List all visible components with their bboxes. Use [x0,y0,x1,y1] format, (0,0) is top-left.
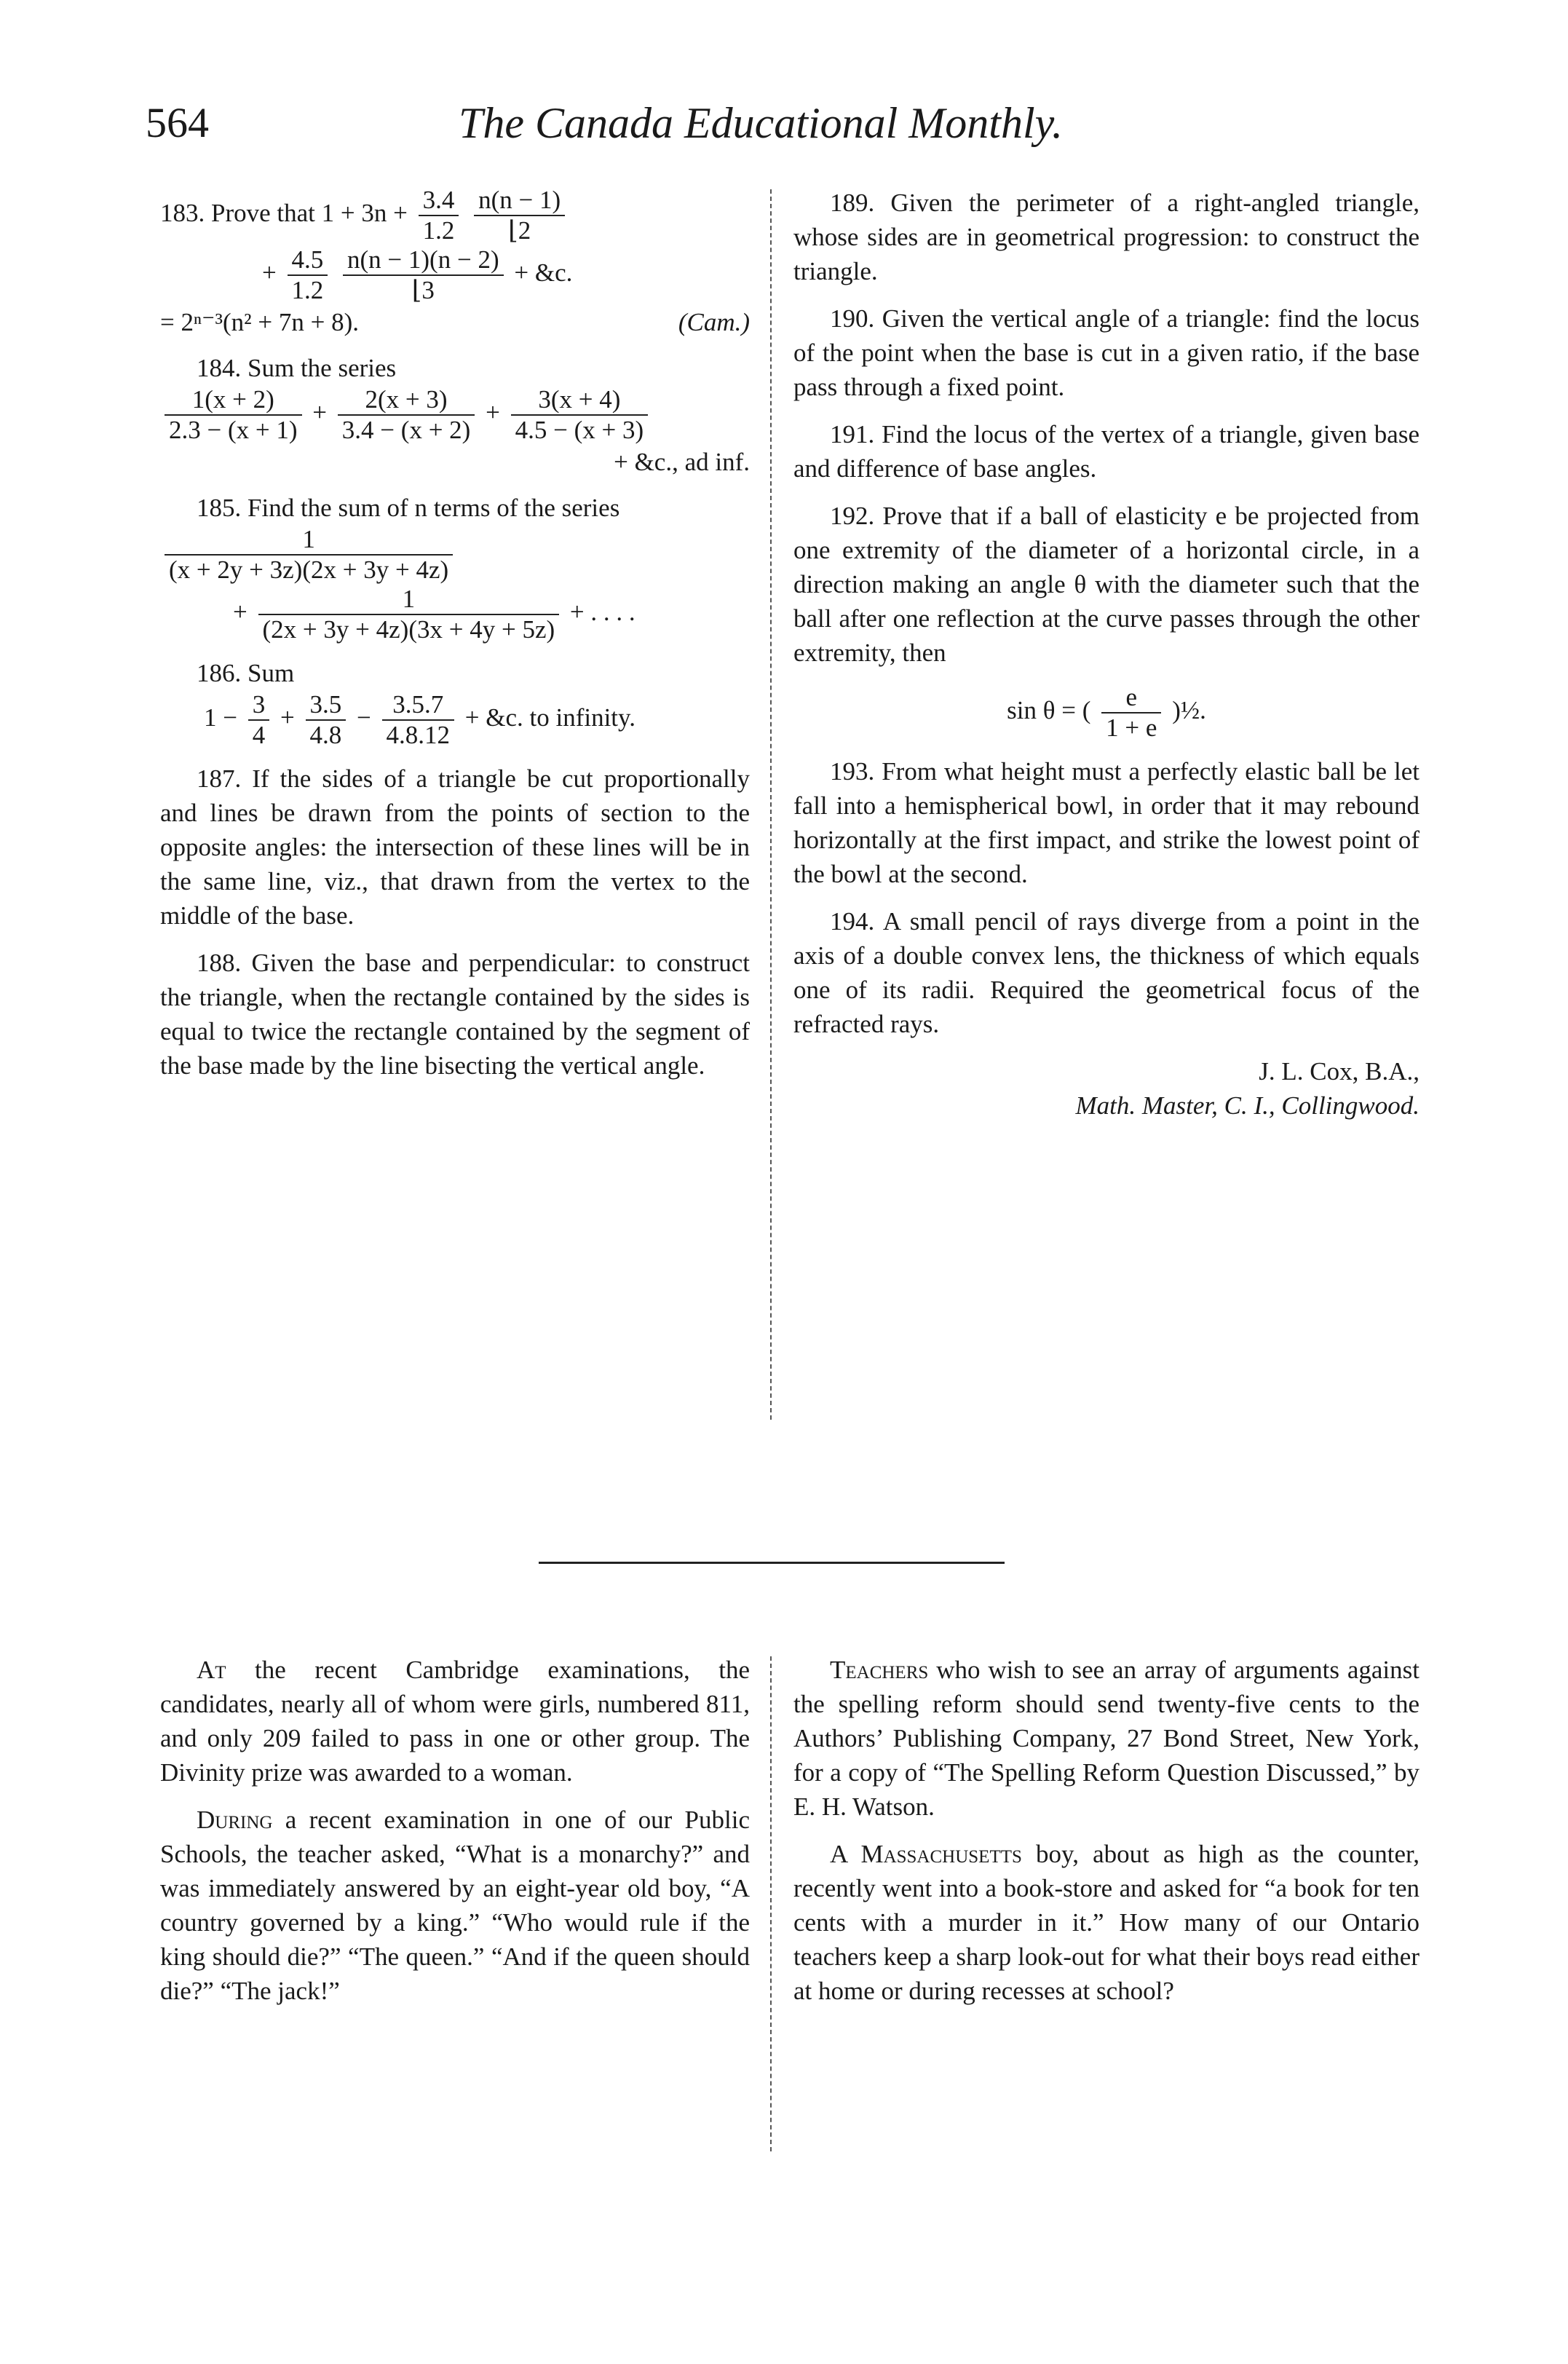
note-monarchy: During a recent examination in one of our Public Schools, the teacher asked, “What is a monarchy?” and was immediately answered by an eight-year old boy, “A country governed by a king.” “Who would rule if the king should die?” “The queen.” “And if the queen should die?” “The jack!” [160,1806,750,2005]
section-divider [539,1562,1005,1564]
right-column-problems [793,186,1419,1123]
running-title: The Canada Educational Monthly. [459,99,1063,147]
fraction: $\frac{4.5}{1.2}$ [288,245,328,305]
problem-185: 185. Find the sum of n terms of the series $\frac{1}{(x + 2y + 3z)(2x + 3y + 4z)}$ + $\frac{1}{(2x + 3y + 4z)(3x + 4y + 5z)}$ + . . . . [160,491,750,644]
note-spelling-reform: Teachers who wish to see an array of arguments against the spelling reform should send twenty-five cents to the Authors’ Publishing Company, 27 Bond Street, New York, for a copy of “The Spelling Reform Question Discussed,” by E. H. Watson. [793,1656,1419,1821]
fraction: $\frac{1(x + 2)}{2.3 - (x + 1)}$ [165,385,302,445]
author-signature [793,1054,1419,1123]
note-massachusetts: A Massachusetts boy, about as high as the counter, recently went into a book-store and asked for “a book for ten cents with a murder in it.” How many of our Ontario teachers keep a sharp look-out for what their boys read either at home or during recesses at school? [793,1840,1419,2005]
problem-185-label: 185. Find the sum of n terms of the series [197,494,620,522]
problem-183-lead: 1 + 3n + [321,199,408,228]
fraction: $\frac{e}{1 + e}$ [1101,683,1161,743]
problem-192: 192. Prove that if a ball of elasticity e be projected from one extremity of the diameter of a horizontal circle, in a direction making an angle θ with the diameter such that the ball after one reflection at the curve passes through the other extremity, then [793,502,1419,667]
fraction: $\frac{3.4}{1.2}$ [419,186,459,245]
fraction: $\frac{n(n - 1)(n - 2)}{⌊3}$ [343,245,504,305]
problem-184-label: 184. Sum the series [197,354,397,382]
page-header [138,98,1492,164]
fraction: $\frac{3.5.7}{4.8.12}$ [382,690,455,750]
problem-194: 194. A small pencil of rays diverge from a point in the axis of a double convex lens, the thickness of which equals one of its radii. Required the geometrical focus of the refracted rays. [793,907,1419,1038]
problem-184: 184. Sum the series $\frac{1(x + 2)}{2.3 - (x + 1)}$ + $\frac{2(x + 3)}{3.4 - (x + 2)}$ + $\frac{3(x + 4)}{4.5 - (x + 3)}$ + &c., ad inf. [160,351,750,479]
problem-183-result: = 2ⁿ⁻³(n² + 7n + 8). [160,308,360,336]
fraction: $\frac{2(x + 3)}{3.4 - (x + 2)}$ [338,385,475,445]
fraction: $\frac{n(n - 1)}{⌊2}$ [474,186,565,245]
problem-190: 190. Given the vertical angle of a triangle: find the locus of the point when the base is cut in a given ratio, if the base pass through a fixed point. [793,304,1419,401]
left-column-notes [160,1653,750,2021]
page-number: 564 [146,99,209,146]
problem-189: 189. Given the perimeter of a right-angled triangle, whose sides are in geometrical progression: to construct the triangle. [793,189,1419,285]
problem-191: 191. Find the locus of the vertex of a triangle, given base and difference of base angles. [793,420,1419,483]
fraction: $\frac{1}{(2x + 3y + 4z)(3x + 4y + 5z)}$ [258,585,560,644]
left-column-problems [160,186,750,1096]
fraction: $\frac{3(x + 4)}{4.5 - (x + 3)}$ [511,385,649,445]
right-column-notes [793,1653,1419,2021]
problem-183: 183. Prove that 1 + 3n + $\frac{3.4}{1.2}$ $\frac{n(n - 1)}{⌊2}$ + $\frac{4.5}{1.2}$ $\frac{n(n - 1)(n - 2)}{⌊3}$ + &c. = 2ⁿ⁻³(n² + 7n + 8). (Cam.) [160,186,750,339]
source-attribution: (Cam.) [678,308,750,336]
problem-186-label: 186. Sum [197,659,295,687]
problem-193: 193. From what height must a perfectly elastic ball be let fall into a hemispherical bowl, in order that it may rebound horizontally at the first impact, and strike the lowest point of the bowl at the second. [793,757,1419,888]
author-name: J. L. Cox, B.A., [1259,1057,1419,1086]
problem-192-formula: sin θ = ( $\frac{e}{1 + e}$ )½. [1007,683,1206,742]
author-title: Math. Master, C. I., Collingwood. [1075,1091,1419,1120]
problem-186: 186. Sum 1 − $\frac{3}{4}$ + $\frac{3.5}{4.8}$ − $\frac{3.5.7}{4.8.12}$ + &c. to infinity. [160,656,750,750]
problem-187: 187. If the sides of a triangle be cut proportionally and lines be drawn from the points of section to the opposite angles: the intersection of these lines will be in the same line, viz., that drawn from the vertex to the middle of the base. [160,764,750,930]
note-cambridge: At the recent Cambridge examinations, the candidates, nearly all of whom were girls, numbered 811, and only 209 failed to pass in one or other group. The Divinity prize was awarded to a woman. [160,1656,750,1787]
fraction: $\frac{3.5}{4.8}$ [306,690,347,750]
fraction: $\frac{1}{(x + 2y + 3z)(2x + 3y + 4z)}$ [165,525,453,585]
problem-188: 188. Given the base and perpendicular: to construct the triangle, when the rectangle contained by the sides is equal to twice the rectangle contained by the segment of the base made by the line bisecting the vertical angle. [160,949,750,1080]
fraction: $\frac{3}{4}$ [248,690,270,750]
column-divider [770,189,772,1420]
problem-183-label: 183. Prove that [160,199,315,228]
column-divider [770,1656,772,2151]
